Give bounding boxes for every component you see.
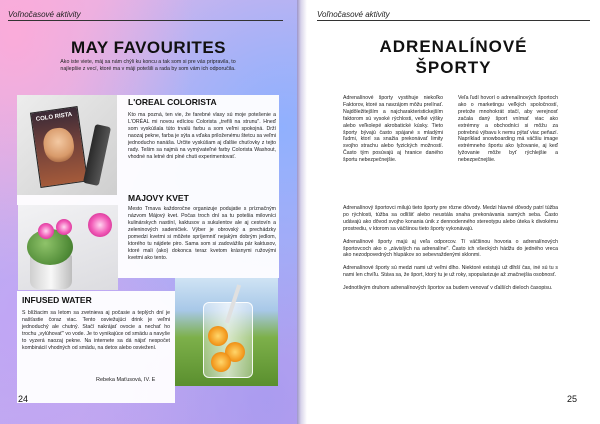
section-text-water: S blížiacim sa letom sa zvetnieva aj počasie a teplých dní je našťastie čoraz viac. Tento osviežujúci drink je veľmi jednoduchý ale chutný. Stačí nakrájať ovocie a nechať ho trochu „vylúhovať" vo vode. Je to vynikajúce od smädu a navyše to vyzerá naozaj pekne. Na internete sa dá nájsť nespočet kombinácií vhodných od smädu, na detox alebo osviežení. [22, 310, 170, 351]
cactus-photo [18, 205, 118, 290]
title-line-1: ADRENALÍNOVÉ [379, 37, 528, 56]
paragraph: Adrenalínové športy majú aj veľa odporcov. Tí väčšinou hovoria o adrenalínových športovcoch ako o „závislých na adrenalíne". Často ich všeckých hádžu do jedného vreca ako nezodpovedných hlupákov so sebevraždenými sklonmi. [343, 238, 558, 259]
author-signature: Rebeka Maťusová, IV. E [96, 377, 156, 383]
flower-image [38, 223, 54, 239]
running-head-right: Voľnočasové aktivity [317, 10, 590, 21]
intro-text: Ako iste viete, máj sa nám chýli ku koncu a tak som si pre vás pripravila, to najlepšie z vecí, ktoré ma v máji potešili a rada by som vám ich odporučila. [60, 59, 236, 72]
orange-slice-image [211, 352, 231, 372]
paragraph: Jednotlivým druhom adrenalínových športov sa budem venovať v ďalších dieloch časopisu. [343, 285, 553, 292]
hair-color-photo [17, 95, 117, 195]
model-face-image [42, 126, 76, 164]
page-number-right: 25 [567, 394, 578, 404]
section-text-kvet: Mesto Trnava každoročne organizuje podujatie s príznačným názvom Májový kvet. Počas troch dní sa tu potešia milovníci kulinárskych nastíní, kaktusov a sukulentov ale aj cestovín a zeleninových sadeničiek. Výber je obrovský a prechádzky pomedzi kvetmi si môžete spríjemniť nejakým dobrým jedlom, ktorého tu nájdete piro. Sama som si zadovážila pár kaktusov, ktoré mali (ako) dokonca teraz kvetom krásnymi ružovými kvetmi ako tento. [128, 206, 276, 261]
column-right: Veľa ľudí hovorí o adrenalínových športoch ako o marketingu veľkých spoločností, pretože mnohokrát stačí, aby verejnosť začala daný šport vnímať viac ako extrémny a obchodníci si môžu za potrebnú výbavu k nemu pýtať viac peňazí. Napríklad snowboarding má väčšiu image extrémneho športu ako lyžovanie, aj keď lyžovanie môže byť rýchlejšie a nebezpečnejšie. [458, 95, 558, 164]
paragraph: Adrenalínový športovci milujú tieto športy pre rôzne dôvody. Medzi hlavné dôvody patrí túžba po rýchlosti, túžba sa odlíšiť alebo neustála snaha prekonávania samých seba. Často udávajú ako dôvod svojho konania únik z dennodenného stereotypu alebo úteka k divokému prostrediu, v ktorom sa väčšinou tieto športy vykonávajú. [343, 205, 558, 232]
flower-image [56, 219, 72, 235]
title-line-2: ŠPORTY [415, 58, 492, 77]
full-width-text [343, 205, 558, 298]
section-title-water: INFUSED WATER [22, 295, 92, 305]
hair-color-box-image [30, 106, 88, 188]
page-number-left: 24 [18, 394, 29, 404]
section-text-loreal: Kto ma pozná, ten vie, že farebné vlasy sú moje potešenie a L'ORÉAL mi novou edíciou Colorista „trefili na strunu". Hneď som vyskúšala túto trvalú farbu a som veľmi spokojná. Drží naozaj pekne, farba je sýta a vďaka priloženému štetcu sa veľmi jednoducho nanáša. Určite vyskúšam aj ďalšie chuťovky z tejto rady. Tešim sa najmä na vymývateľné farby Colorista Washout, vhodné na letné dni plné chuti experimentovať. [128, 112, 276, 160]
product-label: COLO RISTA [35, 111, 73, 123]
paragraph: Adrenalínové športy sú medzi nami už veľmi dlho. Niektoré existujú už dlhší čas, iné sú tu s nami len chvíľu. Stáva sa, že šport, ktorý tu je už roky, spopularizuje až značnejšia osobnosť. [343, 265, 558, 279]
book-spine [297, 0, 307, 424]
section-title-kvet: MAJOVY KVET [128, 193, 189, 203]
brush-image [83, 124, 111, 186]
right-page [307, 0, 600, 424]
running-head-left: Voľnočasové aktivity [8, 10, 283, 21]
infused-water-photo [175, 278, 278, 386]
flower-image [88, 213, 112, 237]
page-title-left: MAY FAVOURITES [71, 38, 226, 57]
orange-slice-image [208, 326, 228, 346]
page-title-right [307, 36, 600, 78]
section-title-loreal: L'OREAL COLORISTA [128, 97, 217, 107]
left-page [0, 0, 297, 424]
column-left: Adrenalínové športy vystihuje niekoľko Faktorov, ktoré sa navzájom môžu prelínať. Najdôležitejším a najcharakteristickejším faktorom sú vysoké rýchlosti, veľké výšky alebo veľkolepé akrobatické kúsky. Tieto športy bývajú často spájané s mladými ľudmi, ktorí sa snažia prekonávať limity svojho strachu alebo fyzických možností. Často tým posúvajú aj hranice daného športu nebezpečnejšie. [343, 95, 443, 164]
